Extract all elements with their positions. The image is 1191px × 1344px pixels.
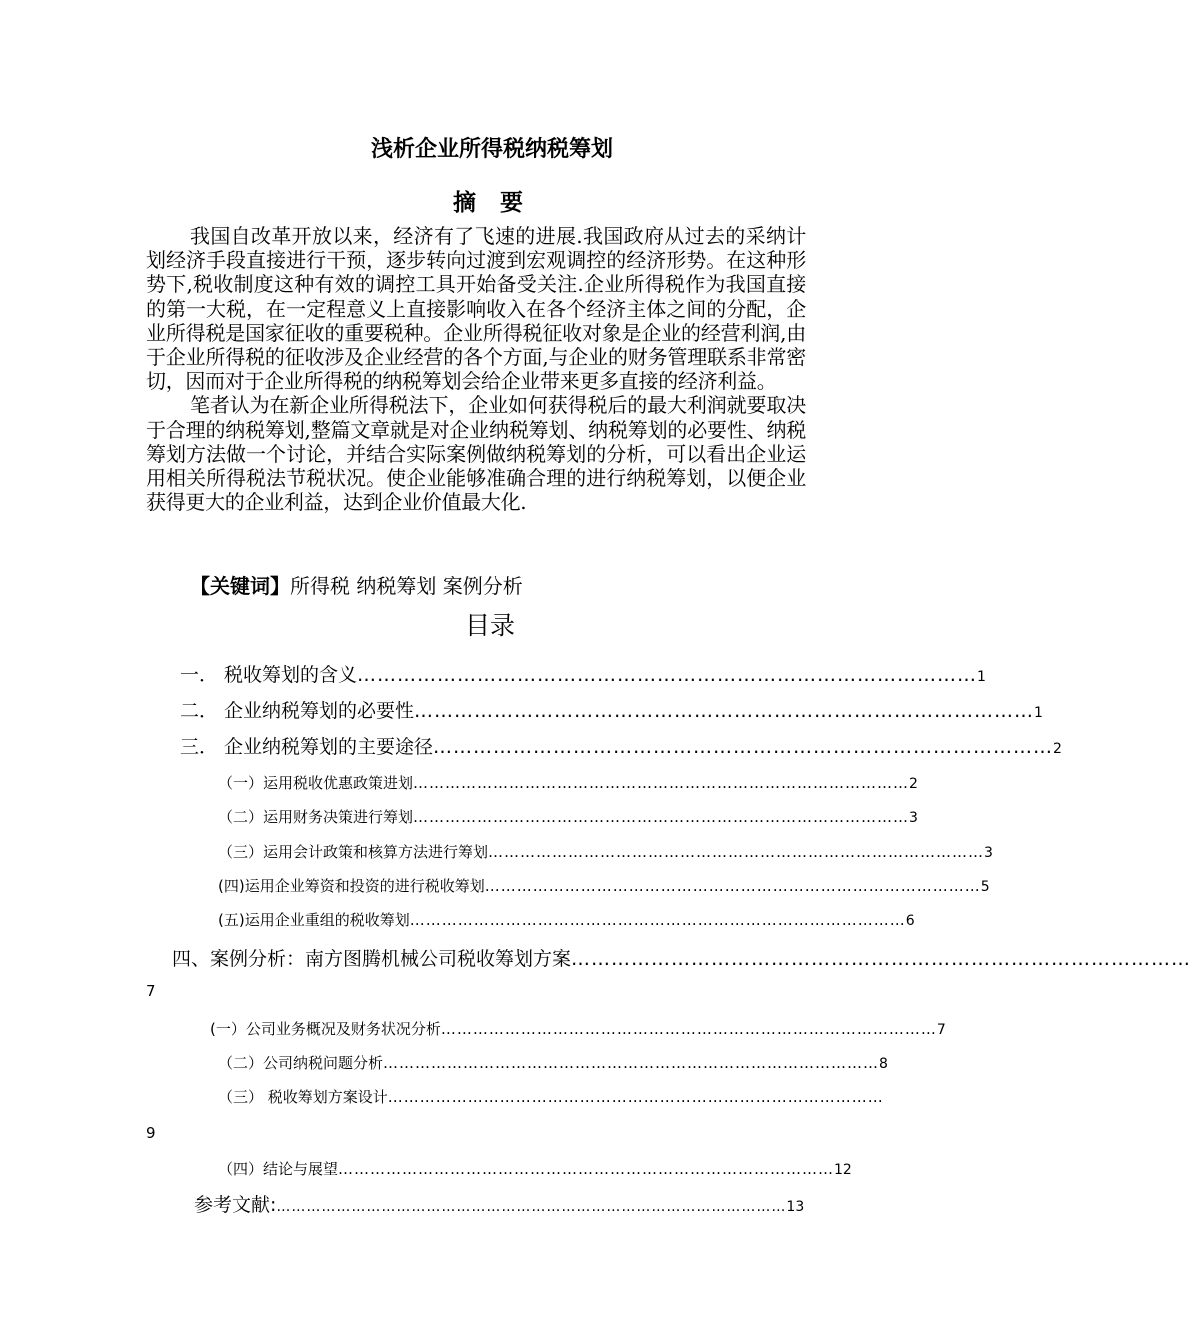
toc-leader: ………………………………………………………………………………… [571,948,1191,970]
toc-entry[interactable] [218,1158,852,1179]
toc-entry[interactable] [218,772,918,793]
toc-entry-page: 12 [834,1162,852,1178]
abstract-paragraph: 笔者认为在新企业所得税法下，企业如何获得税后的最大利润就要取决于合理的纳税筹划,整篇文章就是对企业纳税筹划、纳税筹划的必要性、纳税筹划方法做一个讨论，并结合实际案例做纳税筹划的分析，可以看出企业运用相关所得税法节税状况。使企业能够准确合理的进行纳税筹划，以便企业获得更大的企业利益，达到企业价值最大化. [146,393,806,515]
toc-entry-page: 9 [146,1124,156,1142]
toc-leader: ………………………………………………………………………………… [414,700,1035,722]
toc-entry[interactable] [180,696,1043,723]
toc-entry-page: 3 [984,845,993,861]
toc-entry-text: 三． 企业纳税筹划的主要途径 [180,736,434,758]
toc-entry-text: （一）运用税收优惠政策进划 [218,774,414,792]
toc-entry[interactable] [218,1052,888,1073]
keywords-label: 【关键词】 [190,574,290,598]
toc-entry-page: 7 [936,1022,946,1038]
toc-leader: ………………………………………………………………………………… [409,911,906,929]
toc-entry-text: （二）运用财务决策进行筹划 [218,808,414,826]
toc-entry-page: 6 [905,913,915,929]
toc-leader: ………………………………………………………………………………… [413,774,910,792]
toc-heading: 目录 [464,611,515,640]
toc-leader: ………………………………………………………………………………… [357,664,978,686]
toc-entry-text: (四)运用企业筹资和投资的进行税收筹划 [218,877,485,895]
toc-leader: ………………………………………………………………………………… [413,808,910,826]
toc-entry-text: (五)运用企业重组的税收筹划 [218,911,410,929]
toc-entry[interactable] [194,1190,805,1217]
toc-entry-page: 8 [879,1056,888,1072]
toc-entry-text: （四）结论与展望 [218,1160,339,1178]
toc-leader: ………………………………………………………………………………… [484,877,981,895]
toc-leader: ………………………………………………………………………………… [338,1160,835,1178]
toc-entry[interactable] [180,660,986,687]
toc-entry-text: (一）公司业务概况及财务状况分析 [210,1020,441,1038]
toc-leader: ………………………………………………………………………………… [383,1054,880,1072]
toc-entry[interactable] [218,1086,884,1107]
toc-leader: ………………………………………………………………………………………… [276,1199,787,1215]
keywords-text: 所得税 纳税筹划 案例分析 [290,574,523,598]
toc-entry-text: 参考文献: [194,1194,277,1216]
toc-entry-page: 2 [1053,741,1062,757]
toc-entry-page: 2 [909,776,918,792]
toc-entry-text: （三） 税收筹划方案设计 [218,1088,388,1106]
toc-leader: ………………………………………………………………………………… [440,1020,937,1038]
toc-entry[interactable] [218,909,915,930]
toc-entry-text: 一． 税收筹划的含义 [180,664,358,686]
abstract-body [146,224,806,514]
toc-entry-page: 1 [1034,705,1043,721]
toc-entry-page: 13 [786,1199,805,1215]
keywords-line [190,570,523,599]
toc-entry[interactable] [218,806,918,827]
document-title: 浅析企业所得税纳税筹划 [370,137,613,162]
toc-entry[interactable] [218,841,993,862]
abstract-heading: 摘 要 [452,190,531,216]
toc-entry-page: 1 [977,669,986,685]
toc-entry-text: （三）运用会计政策和核算方法进行筹划 [218,843,489,861]
toc-entry-page: 5 [980,879,990,895]
toc-entry[interactable] [210,1018,946,1039]
toc-entry-page: 7 [146,982,156,1000]
toc-entry-page: 3 [909,810,918,826]
toc-entry[interactable] [172,944,1191,971]
toc-entry-text: 四、案例分析：南方图腾机械公司税收筹划方案 [172,948,572,970]
abstract-paragraph: 我国自改革开放以来，经济有了飞速的进展.我国政府从过去的采纳计划经济手段直接进行干预，逐步转向过渡到宏观调控的经济形势。在这种形势下,税收制度这种有效的调控工具开始备受关注.企业所得税作为我国直接的第一大税，在一定程意义上直接影响收入在各个经济主体之间的分配，企业所得税是国家征收的重要税种。企业所得税征收对象是企业的经营利润,由于企业所得税的征收涉及企业经营的各个方面,与企业的财务管理联系非常密切，因而对于企业所得税的纳税筹划会给企业带来更多直接的经济利益。 [146,224,806,394]
toc-leader: ………………………………………………………………………………… [433,736,1054,758]
toc-leader: ………………………………………………………………………………… [488,843,985,861]
toc-leader: ………………………………………………………………………………… [387,1088,884,1106]
toc-entry[interactable] [218,875,990,896]
toc-entry[interactable] [180,732,1062,759]
toc-entry-text: 二． 企业纳税筹划的必要性 [180,700,415,722]
toc-entry-text: （二）公司纳税问题分析 [218,1054,384,1072]
